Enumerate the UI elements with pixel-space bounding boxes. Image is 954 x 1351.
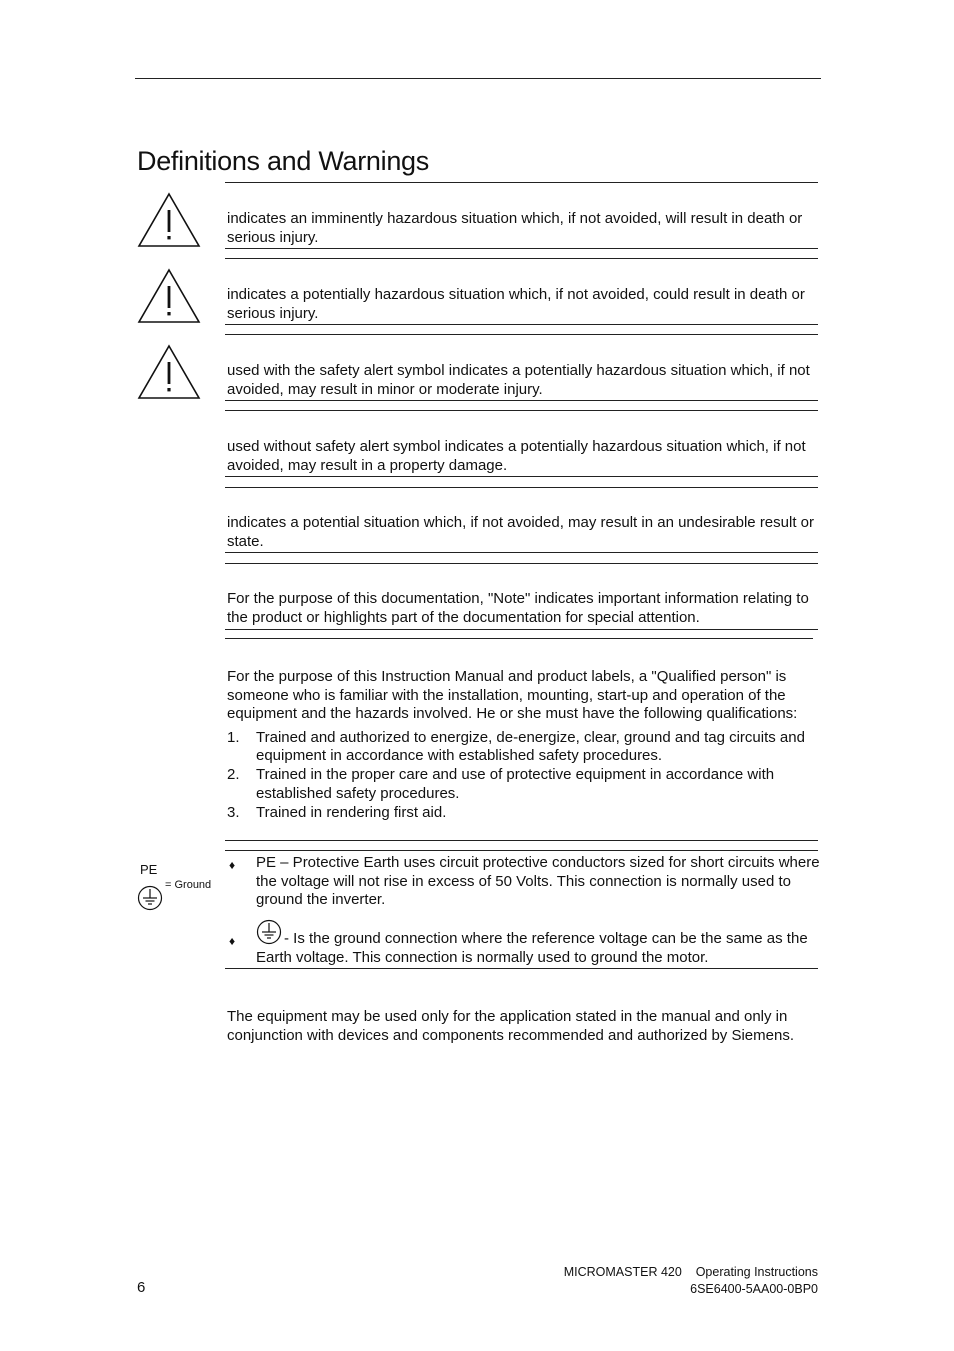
ground-symbol-icon: [137, 885, 163, 911]
divider-rule: [225, 552, 818, 553]
title-rule: [225, 182, 818, 183]
list-number: 2.: [227, 766, 240, 783]
divider-rule: [225, 334, 818, 335]
list-item: [227, 729, 817, 766]
list-item-text: Trained and authorized to energize, de-energize, clear, ground and tag circuits and equipment in accordance with established safety procedures.: [256, 728, 805, 764]
warning-triangle-icon: [136, 343, 202, 401]
divider-rule: [225, 850, 818, 851]
footer-info: [480, 1264, 818, 1297]
warning-2-text: indicates a potentially hazardous situation which, if not avoided, could result in death or serious injury.: [227, 286, 805, 322]
bullet-diamond-icon: ♦: [229, 934, 236, 948]
divider-rule: [225, 324, 818, 325]
divider-rule: [225, 563, 818, 564]
usage-text: The equipment may be used only for the application stated in the manual and only in conjunction with devices and components recommended and authorized by Siemens.: [227, 1008, 794, 1044]
footer-product: MICROMASTER 420 Operating Instructions: [563, 1265, 818, 1279]
divider-rule: [225, 638, 813, 639]
divider-rule: [225, 400, 818, 401]
divider-rule: [225, 840, 818, 841]
note-text: For the purpose of this documentation, "Note" indicates important information relating to the product or highlights part of the documentation for special attention.: [227, 590, 809, 626]
warning-5-text: indicates a potential situation which, if not avoided, may result in an undesirable result or state.: [227, 514, 814, 550]
list-item: [227, 804, 817, 823]
pe-label: PE: [140, 862, 158, 877]
page-title: Definitions and Warnings: [137, 146, 429, 176]
warning-3-text: used with the safety alert symbol indicates a potentially hazardous situation which, if not avoided, may result in minor or moderate injury.: [227, 362, 810, 398]
warning-1-text: indicates an imminently hazardous situation which, if not avoided, will result in death or serious injury.: [227, 210, 803, 246]
list-number: 3.: [227, 803, 240, 821]
qualified-intro: For the purpose of this Instruction Manual and product labels, a "Qualified person" is someone who is familiar with the installation, mounting, start-up and operation of the equipment and the hazards involved. He or she must have the following qualifications:: [227, 668, 798, 722]
pe-bullet-2-text: - Is the ground connection where the reference voltage can be the same as the Earth voltage. This connection is normally used to ground the motor.: [256, 930, 808, 966]
qualifications-list: [227, 729, 817, 823]
divider-rule: [225, 476, 818, 477]
divider-rule: [225, 410, 818, 411]
divider-rule: [225, 487, 818, 488]
warning-triangle-icon: [136, 191, 202, 249]
divider-rule: [225, 248, 818, 249]
list-item: [227, 766, 817, 803]
footer-order-number: 6SE6400-5AA00-0BP0: [690, 1281, 818, 1296]
qualified-person-section: [227, 668, 817, 823]
bullet-diamond-icon: ♦: [229, 858, 236, 872]
list-number: 1.: [227, 728, 240, 746]
page-number: 6: [137, 1279, 146, 1296]
divider-rule: [225, 968, 818, 969]
divider-rule: [225, 629, 818, 630]
list-item-text: Trained in the proper care and use of protective equipment in accordance with established safety procedures.: [256, 766, 775, 802]
pe-bullet-1-text: PE – Protective Earth uses circuit protective conductors sized for short circuits where the voltage will not rise in excess of 50 Volts. This connection is normally used to ground the inverter.: [256, 854, 820, 908]
ground-label: = Ground: [165, 879, 212, 891]
warning-triangle-icon: [136, 267, 202, 325]
divider-rule: [225, 258, 818, 259]
warning-4-text: used without safety alert symbol indicates a potentially hazardous situation which, if not avoided, may result in a property damage.: [227, 438, 806, 474]
list-item-text: Trained in rendering first aid.: [256, 803, 447, 821]
header-rule: [135, 78, 821, 79]
